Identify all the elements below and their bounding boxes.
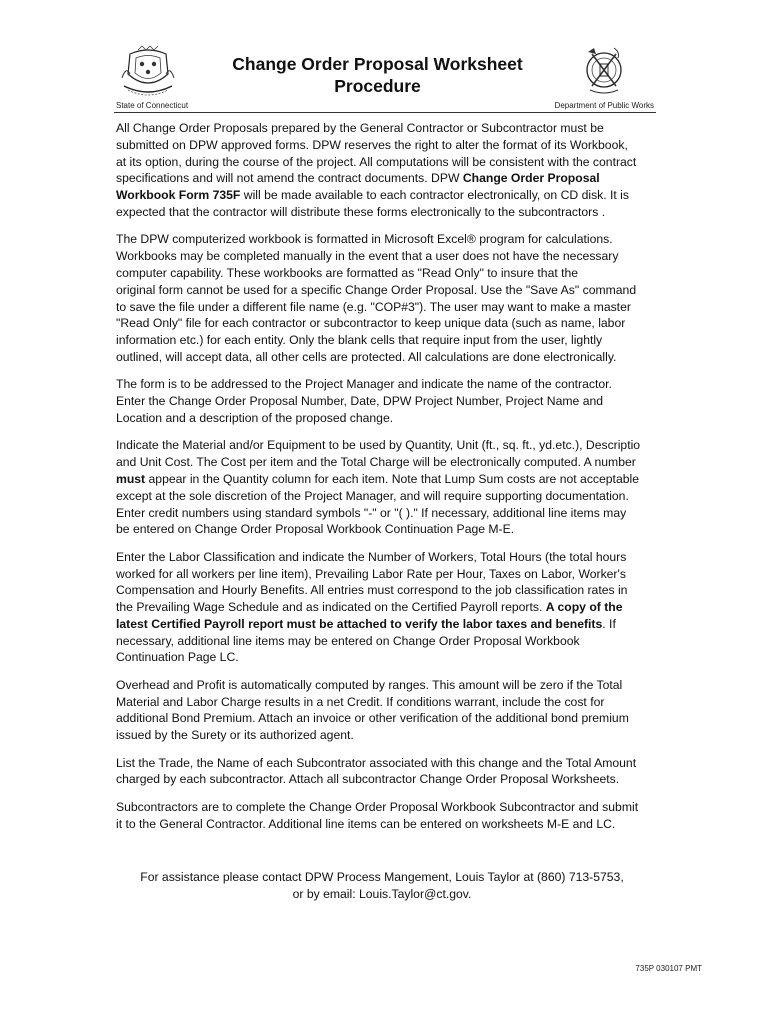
text-line: Enter the Change Order Proposal Number, Date, DPW Project Number, Project Name and	[116, 394, 604, 409]
text-line: expected that the contractor will distribute these forms electronically to the subcontractors .	[116, 204, 606, 219]
text-line: additional Bond Premium. Attach an invoice or other verification of the additional bond premium	[116, 711, 629, 726]
contact-email-line: or by email: Louis.Taylor@ct.gov.	[292, 886, 472, 901]
text-line: the Prevailing Wage Schedule and as indicated on the Certified Payroll reports. A copy of the	[116, 600, 623, 615]
page-title	[190, 53, 565, 97]
text-line: must appear in the Quantity column for each item. Note that Lump Sum costs are not acceptable	[116, 471, 639, 486]
text-line: The form is to be addressed to the Project Manager and indicate the name of the contractor.	[116, 377, 612, 392]
text-line: charged by each subcontractor. Attach all subcontractor Change Order Proposal Worksheets.	[116, 772, 620, 787]
text-line: Workbook Form 735F will be made available to each contractor electronically, on CD disk. It is	[116, 188, 629, 203]
text-line: submitted on DPW approved forms. DPW reserves the right to alter the format of its Workbook,	[116, 137, 628, 152]
state-seal-icon	[118, 44, 178, 100]
text-line: Indicate the Material and/or Equipment to be used by Quantity, Unit (ft., sq. ft., yd.etc.), Descriptio	[116, 438, 641, 453]
text-line: worked for all workers per line item), Prevailing Labor Rate per Hour, Taxes on Labor, Worker's	[116, 566, 626, 581]
paragraph-material	[116, 437, 661, 538]
state-label: State of Connecticut	[116, 101, 189, 110]
text-line: Workbooks may be completed manually in the event that a user does not have the necessary	[116, 249, 619, 264]
text-line: issued by the Surety or its authorized agent.	[116, 728, 354, 743]
text-line: Enter the Labor Classification and indicate the Number of Workers, Total Hours (the total hours	[116, 549, 627, 564]
bold-phrase: Change Order Proposal	[462, 171, 600, 186]
dpw-seal-icon	[580, 44, 628, 98]
bold-phrase: A copy of the	[545, 600, 623, 615]
text-line: to save the file under a different file name (e.g. "COP#3"). The user may want to make a master	[116, 299, 631, 314]
text-line: at its option, during the course of the project. All computations will be consistent with the contract	[116, 154, 637, 169]
text-line: outlined, will accept data, all other cells are protected. All calculations are done electronically.	[116, 349, 617, 364]
text-line: and Unit Cost. The Cost per item and the Total Charge will be electronically computed. A number	[116, 455, 636, 470]
text-line: necessary, additional line items may be entered on Change Order Proposal Workbook	[116, 633, 580, 648]
text-line: Continuation Page LC.	[116, 650, 239, 665]
text-line: The DPW computerized workbook is formatted in Microsoft Excel® program for calculations.	[116, 232, 613, 247]
text-line: latest Certified Payroll report must be attached to verify the labor taxes and benefits. If	[116, 616, 616, 631]
text-line: Location and a description of the proposed change.	[116, 410, 394, 425]
title-line-2: Procedure	[334, 76, 421, 96]
paragraph-labor	[116, 549, 661, 667]
department-label: Department of Public Works	[554, 101, 654, 110]
contact-line: For assistance please contact DPW Process Mangement, Louis Taylor at (860) 713-5753,	[140, 870, 624, 884]
text-line: original form cannot be used for a specific Change Order Proposal. Use the "Save As" command	[116, 282, 637, 297]
bold-phrase: latest Certified Payroll report must be attached to verify the labor taxes and benefits	[116, 616, 603, 631]
form-code: 735P 030107 PMT	[635, 964, 702, 973]
paragraph-subcontractors	[116, 799, 661, 833]
text-line: Compensation and Hourly Benefits. All entries must correspond to the job classification rates in	[116, 583, 628, 598]
text-line: Material and Labor Charge results in a net Credit. If conditions warrant, include the cost for	[116, 694, 605, 709]
text-line: Subcontractors are to complete the Change Order Proposal Workbook Subcontractor and submit	[116, 799, 639, 814]
text-line: Enter credit numbers using standard symbols "-" or "( )." If necessary, additional line items may	[116, 505, 627, 520]
title-line-1: Change Order Proposal Worksheet	[232, 54, 523, 74]
contact-block	[116, 869, 648, 903]
paragraph-workbook	[116, 231, 661, 365]
text-line: specifications and will not amend the contract documents. DPW Change Order Proposal	[116, 171, 600, 186]
paragraph-addressing	[116, 376, 661, 426]
bold-phrase: must	[116, 471, 146, 486]
text-line: "Read Only" file for each contractor or subcontractor to keep unique data (such as name, labor	[116, 316, 626, 331]
text-line: except at the sole discretion of the Project Manager, and will require supporting documentation.	[116, 488, 629, 503]
text-line: All Change Order Proposals prepared by the General Contractor or Subcontractor must be	[116, 121, 604, 135]
text-line: be entered on Change Order Proposal Workbook Continuation Page M-E.	[116, 522, 515, 537]
procedure-body	[116, 120, 661, 843]
text-line: List the Trade, the Name of each Subcontrator associated with this change and the Total Amount	[116, 755, 637, 770]
text-line: it to the General Contractor. Additional line items can be entered on worksheets M-E and LC.	[116, 816, 616, 831]
text-line: information etc.) for each entity. Only the blank cells that require input from the user, lightly	[116, 333, 603, 348]
bold-phrase: Workbook Form 735F	[116, 188, 241, 203]
paragraph-trade	[116, 755, 661, 789]
text-line: Overhead and Profit is automatically computed by ranges. This amount will be zero if the Total	[116, 677, 623, 692]
text-line: computer capability. These workbooks are formatted as "Read Only" to insure that the	[116, 265, 579, 280]
paragraph-overhead	[116, 677, 661, 744]
paragraph-forms	[116, 120, 661, 221]
header-divider	[114, 112, 656, 113]
